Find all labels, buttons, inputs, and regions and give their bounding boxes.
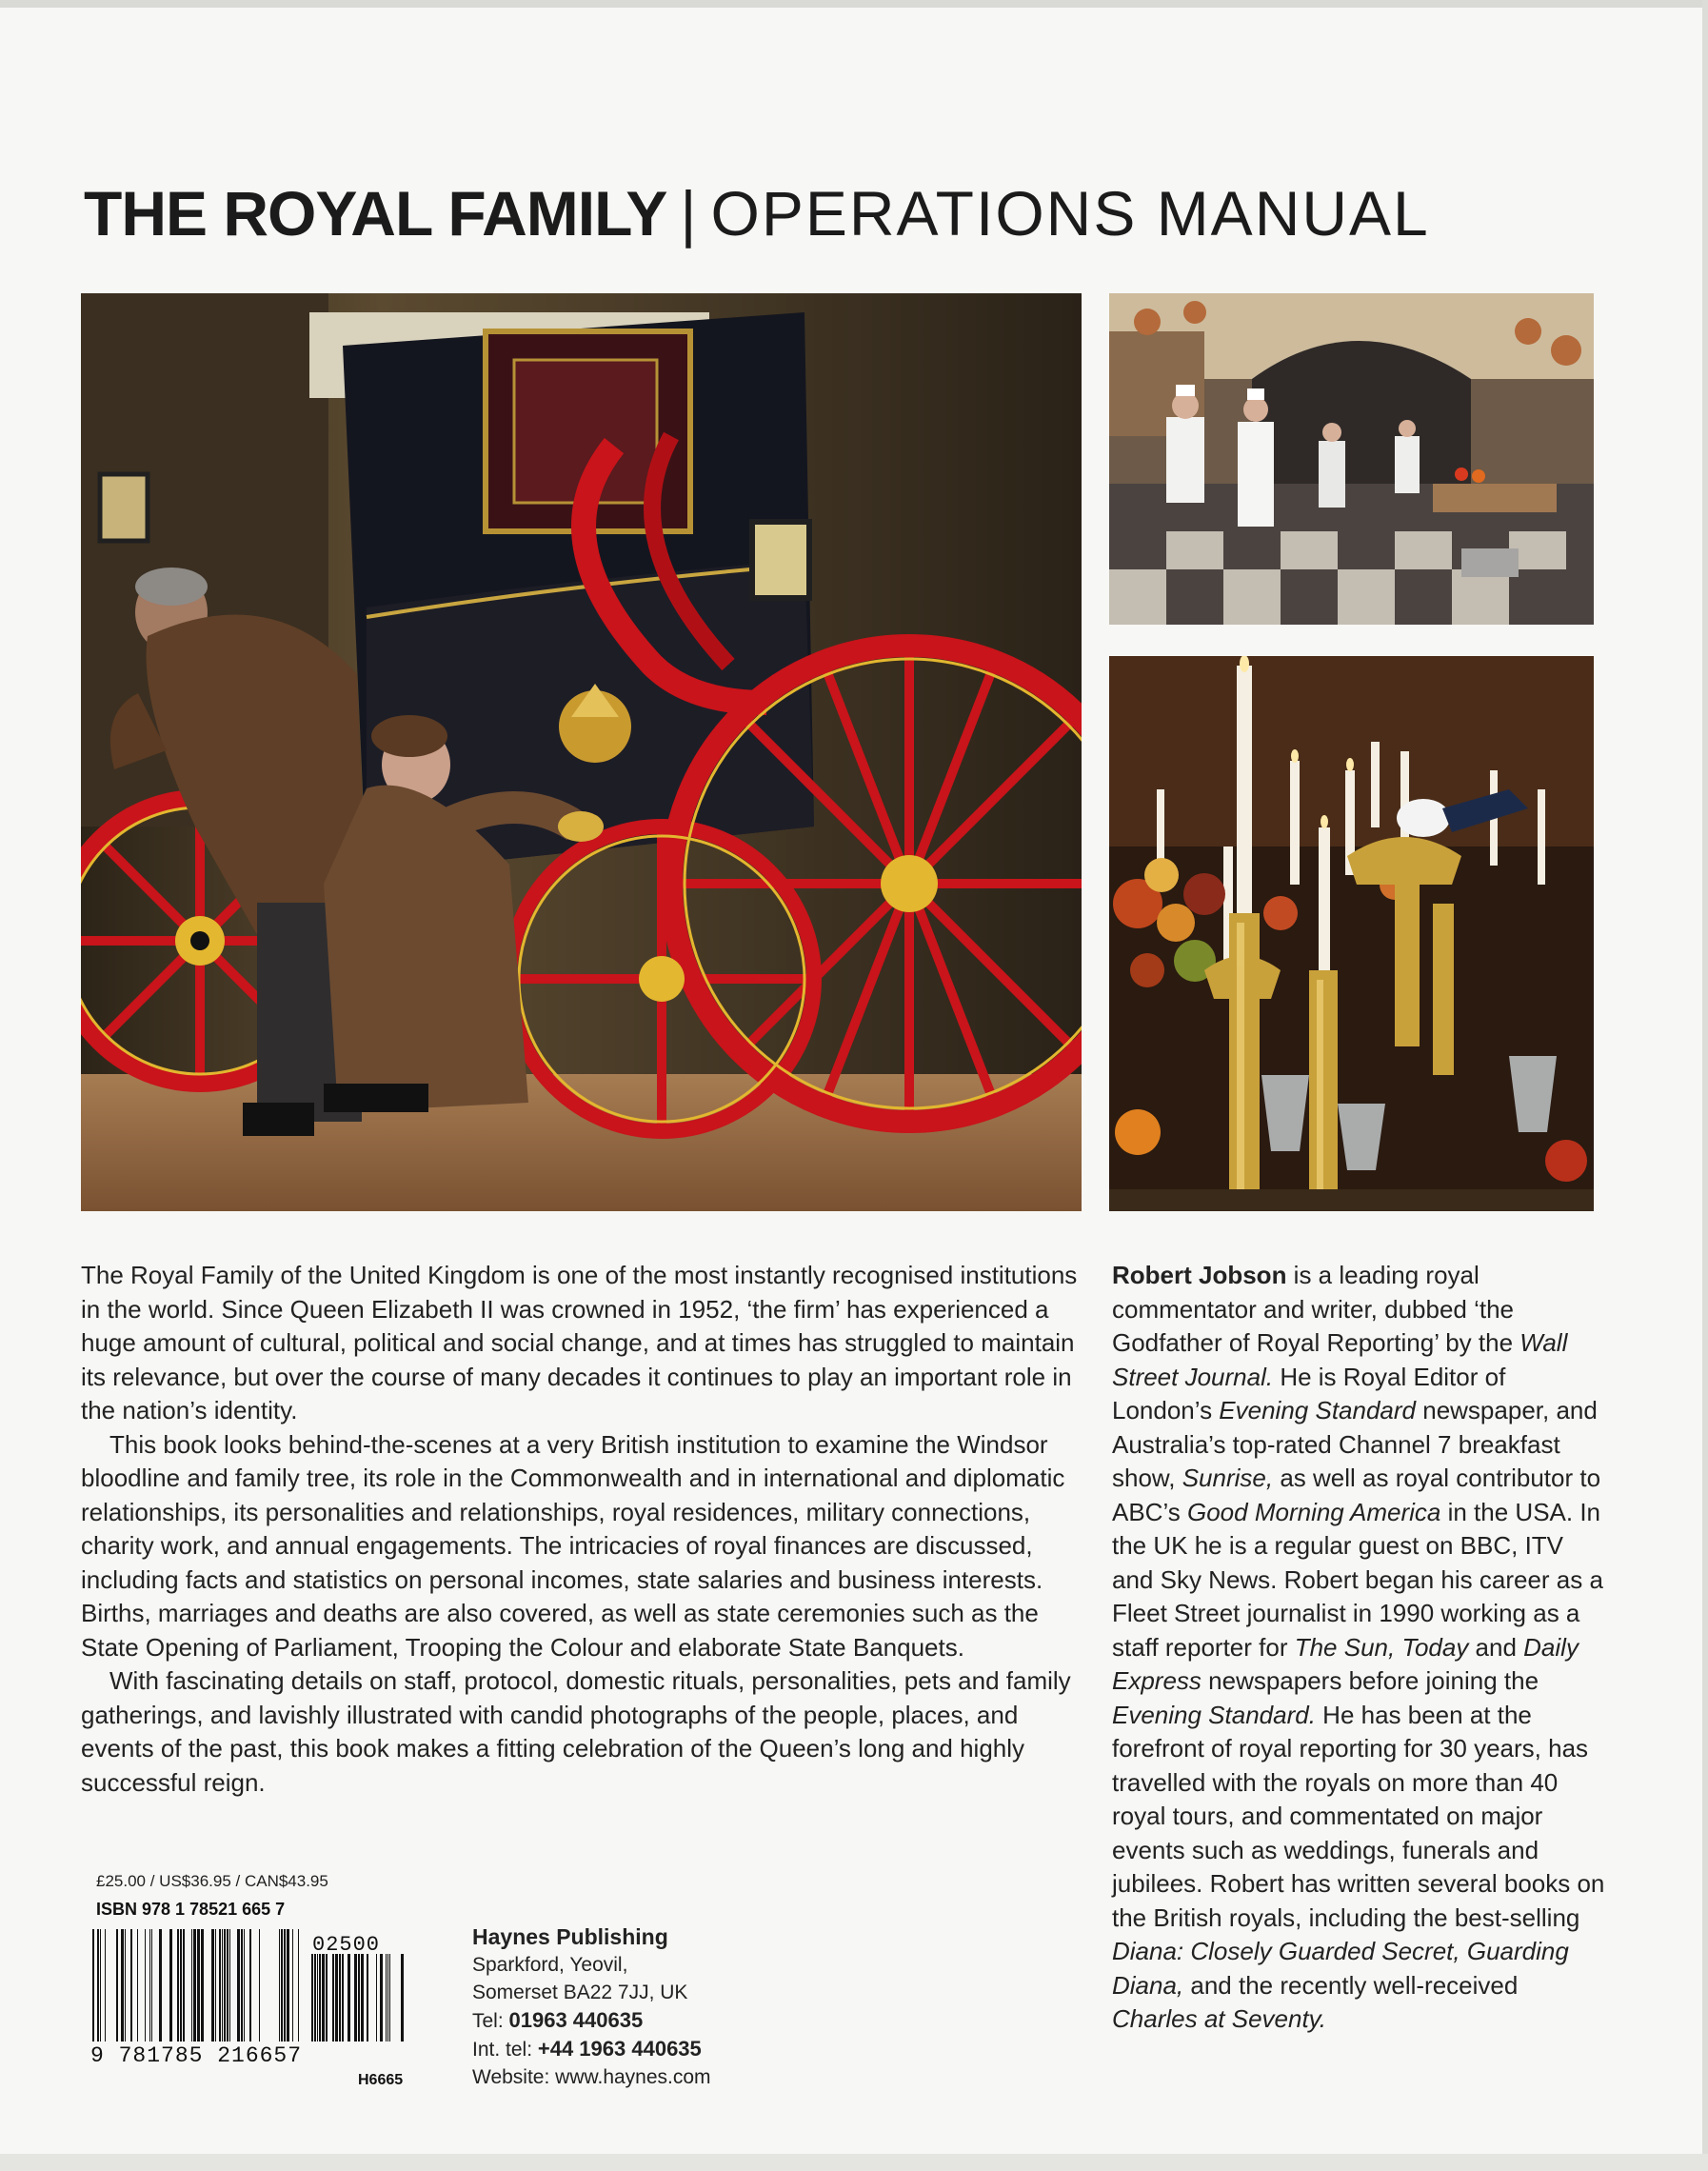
- barcode-bar: [284, 1929, 286, 2042]
- barcode-bar: [292, 1929, 293, 2042]
- barcode-bar: [287, 1929, 289, 2042]
- barcode-bar: [376, 1954, 377, 2042]
- bio-text: newspapers before joining the: [1201, 1666, 1539, 1695]
- cover-edge-right: [1702, 0, 1708, 2171]
- barcode-bar: [244, 1929, 245, 2042]
- barcode-bar: [387, 1954, 388, 2042]
- bio-text: He has been at the forefront of royal reporting for 30 years, has travelled with the royals on more than 40 royal tours, and commentated on major events such as weddings, funerals and jubilees. Robert has written several books on the British royals, including the best-selling: [1112, 1700, 1605, 1932]
- barcode-bar: [386, 1954, 387, 2042]
- barcode-bar: [237, 1929, 240, 2042]
- publisher-intl-tel: [472, 2035, 834, 2063]
- barcode-bar: [241, 1929, 243, 2042]
- barcode-bar: [339, 1954, 341, 2042]
- barcode-bar: [322, 1954, 325, 2042]
- bio-italic: Wall Street Journal.: [1112, 1328, 1568, 1391]
- publisher-address-line: Sparkford, Yeovil,: [472, 1954, 628, 1976]
- bio-text: He is Royal Editor of London’s: [1112, 1362, 1506, 1424]
- barcode-bar: [137, 1929, 138, 2042]
- barcode-bar: [401, 1954, 404, 2042]
- barcode-digits: 9 781785 216657: [90, 2043, 303, 2068]
- barcode-bar: [317, 1954, 318, 2042]
- barcode-bar: [342, 1954, 344, 2042]
- barcode-bar: [105, 1929, 106, 2042]
- barcode-bar: [145, 1929, 146, 2042]
- bio-italic: Evening Standard: [1219, 1396, 1417, 1424]
- bio-italic: Sunrise,: [1182, 1464, 1274, 1492]
- barcode-bar: [151, 1929, 152, 2042]
- barcode-bar: [361, 1954, 364, 2042]
- barcode-bar: [215, 1929, 216, 2042]
- barcode-bar: [229, 1929, 230, 2042]
- bio-italic: The Sun, Today: [1294, 1632, 1469, 1662]
- barcode-bar: [259, 1929, 260, 2042]
- carriage-cleaning-photo: [81, 293, 1082, 1211]
- description-paragraph-2: This book looks behind-the-scenes at a very British institution to examine the Windsor bloodline and family tree, its role in the Commonwealth and in international and diplomatic relationships, its personalities and relationships, royal residences, military connections, charity work, and annual engagements. The intricacies of royal finances are discussed, including facts and statistics on personal incomes, state salaries and business interests. Births, marriages and deaths are also covered, as well as state ceremonies such as the State Opening of Parliament, Trooping the Colour and elaborate State Banquets.: [81, 1429, 1065, 1662]
- barcode-bar: [183, 1929, 185, 2042]
- barcode-bar: [314, 1954, 316, 2042]
- barcode-bar: [197, 1929, 200, 2042]
- barcode-bar: [169, 1929, 172, 2042]
- tel-number: 01963 440635: [508, 2008, 644, 2032]
- publisher-name: Haynes Publishing: [472, 1924, 668, 1949]
- barcode-bar: [367, 1954, 368, 2042]
- barcode-bar: [227, 1929, 228, 2042]
- barcode-bar: [92, 1929, 94, 2042]
- barcode-bar: [177, 1929, 179, 2042]
- bio-italic: Daily Express: [1112, 1632, 1579, 1695]
- barcode-bar: [319, 1954, 321, 2042]
- bio-text: newspaper, and Australia’s top-rated Channel 7 breakfast show,: [1112, 1396, 1598, 1492]
- bio-italic: Good Morning America: [1187, 1497, 1441, 1526]
- description-paragraph-3: With fascinating details on staff, protocol, domestic rituals, personalities, pets and family gatherings, and lavishly illustrated with candid photographs of the people, places, and events of the past, this book makes a fitting celebration of the Queen’s long and highly successful reign.: [81, 1666, 1071, 1797]
- barcode-bar: [389, 1954, 390, 2042]
- bio-text: and: [1468, 1632, 1524, 1662]
- intl-tel-number: +44 1963 440635: [537, 2037, 702, 2061]
- barcode-bar: [224, 1929, 226, 2042]
- barcode-bar: [201, 1929, 204, 2042]
- intl-tel-label: Int. tel:: [472, 2039, 538, 2061]
- barcode-bar: [191, 1929, 192, 2042]
- barcode-bar: [121, 1929, 124, 2042]
- barcode-bar: [335, 1954, 338, 2042]
- barcode-bar: [219, 1929, 221, 2042]
- publisher-info: [472, 1923, 834, 2091]
- barcode-bar: [149, 1929, 150, 2042]
- price-line: £25.00 / US$36.95 / CAN$43.95: [96, 1872, 328, 1890]
- description-paragraph-1: The Royal Family of the United Kingdom is one of the most instantly recognised institutions in the world. Since Queen Elizabeth II was crowned in 1952, ‘the firm’ has experienced a huge amount of cultural, political and social change, and at times has struggled to maintain its relevance, but over the course of many decades it continues to play an important role in the nation’s identity.: [81, 1261, 1078, 1424]
- barcode-bar: [326, 1954, 328, 2042]
- bio-italic: Evening Standard.: [1112, 1700, 1316, 1729]
- barcode-bar: [100, 1929, 101, 2042]
- author-bio: [1112, 1259, 1607, 2037]
- bio-italic: Charles at Seventy.: [1112, 2004, 1326, 2033]
- publisher-website: Website: www.haynes.com: [472, 2066, 711, 2088]
- publisher-tel: [472, 2006, 834, 2035]
- barcode-bar: [116, 1929, 118, 2042]
- barcode-bar: [354, 1954, 357, 2042]
- barcode-bar: [298, 1929, 299, 2042]
- barcode-bar: [159, 1929, 162, 2042]
- barcode-bar: [222, 1929, 223, 2042]
- book-title: [84, 175, 1430, 251]
- title-separator: |: [680, 178, 698, 249]
- barcode-bar: [358, 1954, 360, 2042]
- book-description: [81, 1259, 1081, 1800]
- barcode-bar: [311, 1954, 313, 2042]
- isbn-number: ISBN 978 1 78521 665 7: [96, 1900, 286, 1919]
- tel-label: Tel:: [472, 2010, 509, 2032]
- banquet-table-photo: [1109, 656, 1594, 1211]
- title-subtitle: OPERATIONS MANUAL: [710, 178, 1430, 249]
- barcode-bar: [97, 1929, 99, 2042]
- barcode-bar: [348, 1954, 350, 2042]
- cover-edge-bottom: [0, 2154, 1708, 2171]
- barcode-bar: [180, 1929, 182, 2042]
- author-name: Robert Jobson: [1112, 1261, 1287, 1289]
- barcode-addon-digits: 02500: [312, 1933, 381, 1957]
- title-main: THE ROYAL FAMILY: [84, 178, 667, 249]
- barcode-bar: [130, 1929, 132, 2042]
- barcode-bar: [281, 1929, 283, 2042]
- barcode-bar: [125, 1929, 126, 2042]
- publisher-address-line: Somerset BA22 7JJ, UK: [472, 1982, 688, 2003]
- bio-italic: Diana: Closely Guarded Secret, Guarding Diana,: [1112, 1937, 1569, 2000]
- royal-kitchen-photo: [1109, 293, 1594, 625]
- product-code: H6665: [358, 2072, 404, 2088]
- barcode-bar: [249, 1929, 251, 2042]
- barcode-bar: [193, 1929, 196, 2042]
- bio-text: as well as royal contributor to ABC’s: [1112, 1464, 1601, 1526]
- bio-text: and the recently well-received: [1183, 1970, 1519, 2000]
- cover-edge-top: [0, 0, 1708, 8]
- barcode-bar: [211, 1929, 214, 2042]
- barcode-bar: [279, 1929, 280, 2042]
- barcode-bar: [332, 1954, 334, 2042]
- bio-text: in the USA. In the UK he is a regular guest on BBC, ITV and Sky News. Robert began his career as a Fleet Street journalist in 1990 working as a staff reporter for: [1112, 1497, 1603, 1662]
- barcode-bar: [380, 1954, 383, 2042]
- bio-text: is a leading royal commentator and writer, dubbed ‘the Godfather of Royal Reporting’ by the: [1112, 1261, 1520, 1357]
